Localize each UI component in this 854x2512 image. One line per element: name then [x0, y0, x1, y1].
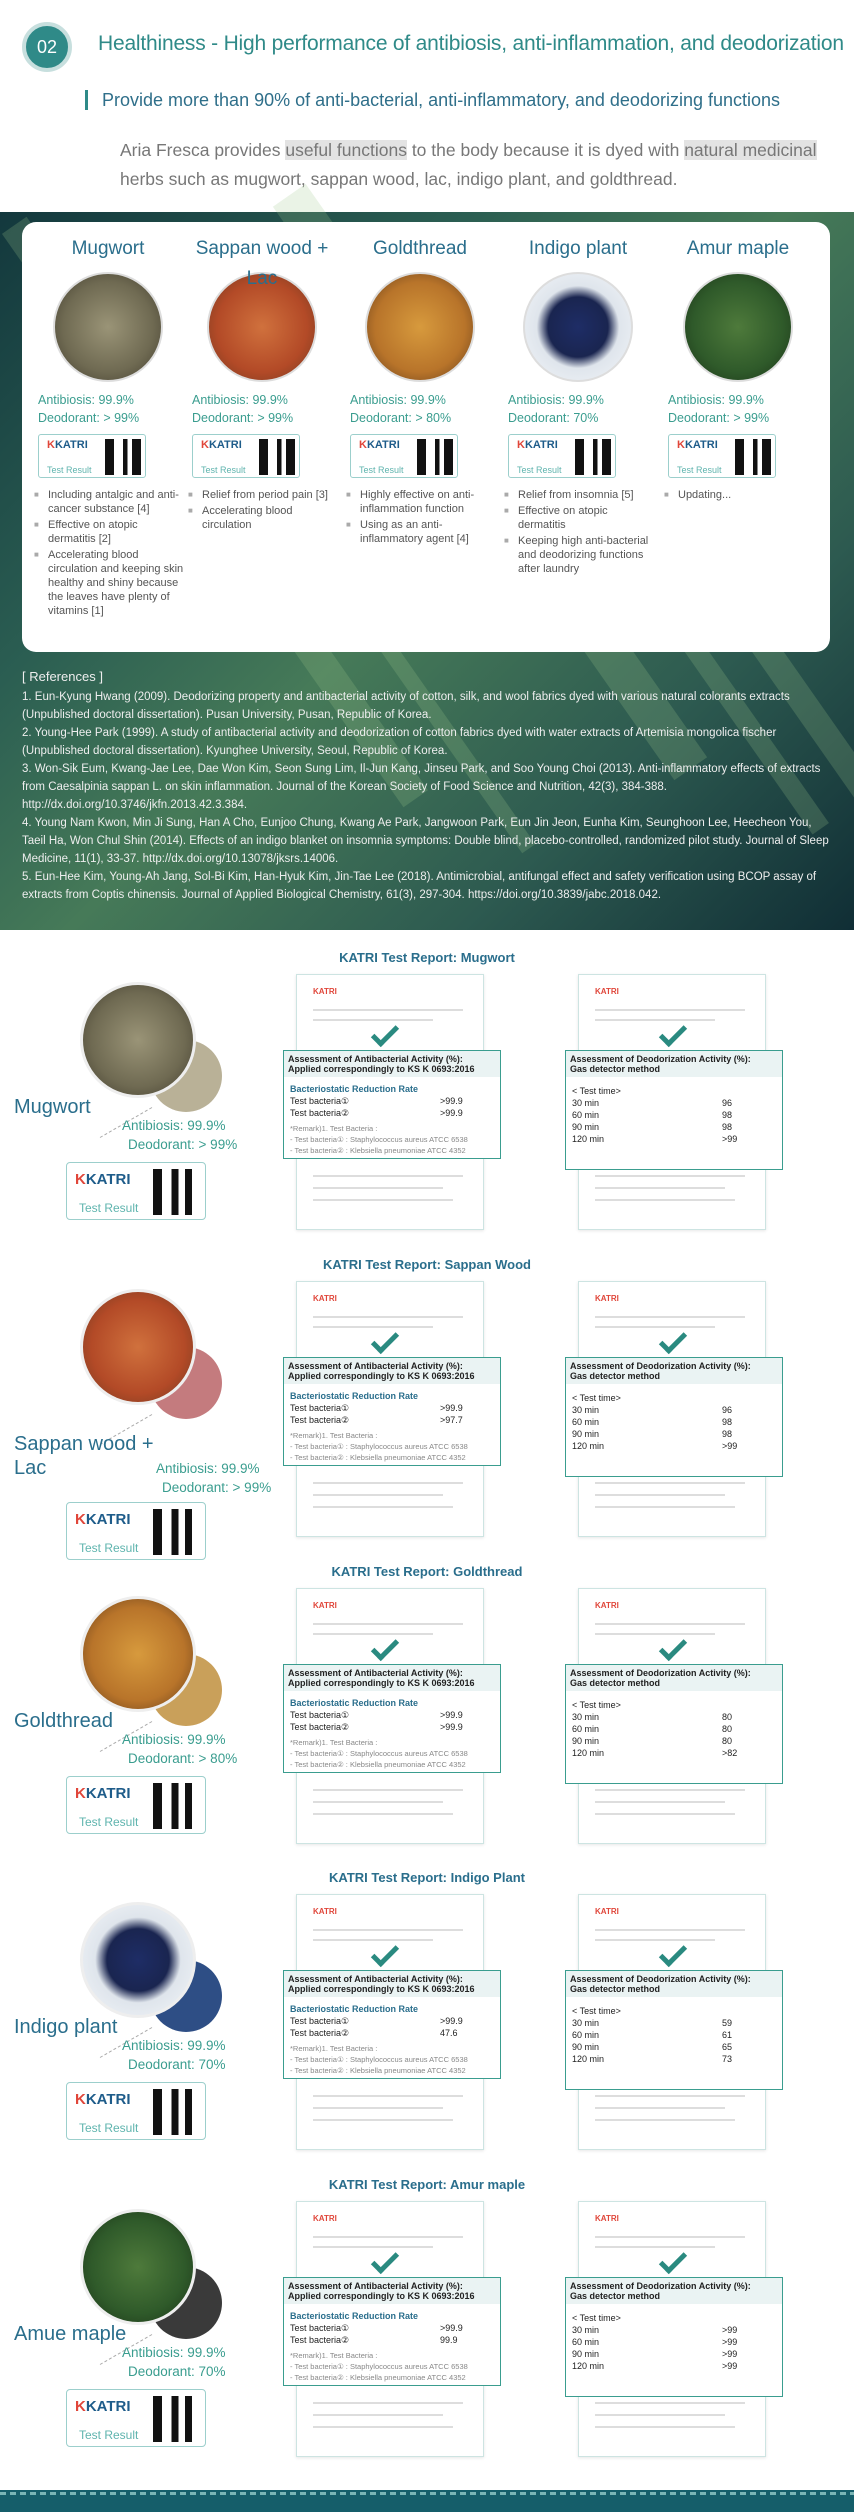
- katri-test-result-button[interactable]: [66, 2389, 206, 2447]
- herb-name: Mugwort: [14, 1096, 91, 1118]
- row-label: 60 min: [572, 2030, 600, 2040]
- reduction-rate-label: Bacteriostatic Reduction Rate: [290, 1391, 419, 1401]
- row-value: >99: [722, 1134, 738, 1144]
- remark-line: - Test bacteria① : Staphylococcus aureus ATCC 6538: [290, 1749, 468, 1758]
- reference-item: 2. Young-Hee Park (1999). A study of antibacterial activity and deodorization of cotton fabrics dyed with water extracts of Artemisia mongolica fischer (Unpublished doctoral dissertation). Kyunghee University, Seoul, Republic of Korea.: [22, 727, 777, 757]
- antibiosis-value: Antibiosis: 99.9%: [192, 393, 288, 407]
- list-item: ■ Relief from insomnia [5]: [504, 488, 658, 502]
- katri-test-result-button[interactable]: [66, 2082, 206, 2140]
- box-subheading: Applied correspondingly to KS K 0693:2016: [288, 1064, 475, 1074]
- herb-name: Mugwort: [71, 238, 145, 259]
- katri-logo: KATRI: [595, 1601, 619, 1610]
- herb-description-list: [34, 488, 188, 618]
- box-heading: Assessment of Antibacterial Activity (%):: [288, 1668, 463, 1678]
- remark: *Remark)1. Test Bacteria :: [290, 2044, 378, 2053]
- katri-logo: KATRI: [313, 1601, 337, 1610]
- table-row: [290, 2015, 494, 2027]
- herb-column-amur-maple: [658, 234, 818, 504]
- deodorant-value: Deodorant: > 99%: [38, 411, 140, 425]
- herb-name: Goldthread: [372, 238, 467, 259]
- row-value: >99: [722, 2325, 738, 2335]
- reference-item: 5. Eun-Hee Kim, Young-Ah Jang, Sol-Bi Kim, Han-Hyuk Kim, Jin-Tae Lee (2018). Antimicrobial, antifungal effect and safety verification using BCOP assay of extracts from Coptis chinensis. Journal of Applied Biological Chemistry, 61(3), 297-304. https://doi.org/10.3839/jabc.2018.042.: [22, 871, 817, 901]
- table-row: [290, 2322, 494, 2334]
- herb-card: [22, 222, 830, 652]
- row-label: 60 min: [572, 1110, 600, 1120]
- list-item: ■ Effective on atopic dermatitis [2]: [34, 518, 188, 546]
- antibiosis-value: Antibiosis: 99.9%: [668, 393, 764, 407]
- row-label: Test bacteria②: [290, 1108, 350, 1118]
- list-item: ■ Using as an anti-inflammatory agent [4]: [346, 518, 500, 546]
- row-label: Test bacteria②: [290, 1415, 350, 1425]
- indigo-plant-image: [523, 272, 633, 382]
- row-label: 120 min: [572, 1134, 605, 1144]
- table-row: [572, 1428, 776, 1440]
- herb-image: [80, 982, 196, 1098]
- herb-stats: [122, 1116, 237, 1154]
- remark-line: - Test bacteria① : Staphylococcus aureus ATCC 6538: [290, 2362, 468, 2371]
- row-value: 98: [722, 1122, 733, 1132]
- deodorization-assessment-box: [565, 1970, 783, 2090]
- row-label: Test bacteria①: [290, 2323, 350, 2333]
- deodorant-value: Deodorant: > 99%: [192, 411, 294, 425]
- table-row: [290, 2334, 494, 2346]
- row-value: 80: [722, 1736, 733, 1746]
- remark: *Remark)1. Test Bacteria :: [290, 1738, 378, 1747]
- test-time-label: < Test time>: [572, 1700, 621, 1710]
- report-title: KATRI Test Report: Indigo Plant: [329, 1870, 525, 1885]
- row-value: >99: [722, 2349, 738, 2359]
- row-value: 99.9: [440, 2335, 458, 2345]
- remark-line: - Test bacteria① : Staphylococcus aureus ATCC 6538: [290, 1135, 468, 1144]
- test-result-label: Test Result: [79, 1541, 139, 1555]
- box-subheading: Applied correspondingly to KS K 0693:2016: [288, 2291, 475, 2301]
- qr-code-icon: [105, 439, 141, 475]
- katri-logo-text: KATRI: [85, 1171, 131, 1188]
- test-result-label: Test Result: [677, 465, 722, 475]
- row-label: 90 min: [572, 2042, 600, 2052]
- herb-name: Sappan wood + Lac: [14, 1433, 154, 1479]
- row-value: >97.7: [440, 1415, 463, 1425]
- katri-logo: KKATRI: [75, 2091, 131, 2108]
- report-title: KATRI Test Report: Mugwort: [339, 950, 515, 965]
- table-row: [572, 1416, 776, 1428]
- row-label: 120 min: [572, 2054, 605, 2064]
- table-row: [572, 2041, 776, 2053]
- qr-code-icon: [417, 439, 453, 475]
- row-label: Test bacteria①: [290, 1403, 350, 1413]
- katri-logo: KATRI: [313, 987, 337, 996]
- qr-code-icon: [259, 439, 295, 475]
- table-row: [290, 1107, 494, 1119]
- deodorization-assessment-box: [565, 1050, 783, 1170]
- katri-logo: KKATRI: [517, 439, 558, 451]
- box-subheading: Applied correspondingly to KS K 0693:2016: [288, 1984, 475, 1994]
- table-row: [572, 2336, 776, 2348]
- footer-bar: [0, 2490, 854, 2512]
- table-row: [572, 2053, 776, 2065]
- row-value: 98: [722, 1429, 733, 1439]
- deodorant-value: Deodorant: > 99%: [128, 1137, 238, 1152]
- herb-description-list: [664, 488, 818, 502]
- box-heading: Assessment of Deodorization Activity (%):: [570, 1668, 751, 1678]
- row-label: 30 min: [572, 2018, 600, 2028]
- test-report-section: [0, 2177, 854, 2482]
- remark-line: - Test bacteria① : Staphylococcus aureus ATCC 6538: [290, 2055, 468, 2064]
- test-time-label: < Test time>: [572, 2006, 621, 2016]
- qr-code-icon: [153, 2089, 199, 2135]
- intro-text: [120, 136, 820, 194]
- row-value: 96: [722, 1405, 733, 1415]
- katri-test-result-button[interactable]: [192, 434, 300, 478]
- reduction-rate-label: Bacteriostatic Reduction Rate: [290, 1698, 419, 1708]
- katri-logo-text: KATRI: [524, 439, 558, 451]
- remark-line: - Test bacteria② : Klebsiella pneumoniae ATCC 4352: [290, 2066, 466, 2075]
- katri-logo-text: KATRI: [684, 439, 718, 451]
- row-label: 120 min: [572, 1441, 605, 1451]
- katri-logo: KKATRI: [75, 1511, 131, 1528]
- list-item: ■ Accelerating blood circulation and keeping skin healthy and shiny because the leaves have plenty of vitamins [1]: [34, 548, 188, 618]
- row-label: 30 min: [572, 1405, 600, 1415]
- table-row: [290, 1709, 494, 1721]
- herb-stats: [156, 1459, 271, 1497]
- references-title: [ References ]: [22, 669, 103, 684]
- antibiosis-value: Antibiosis: 99.9%: [508, 393, 604, 407]
- row-value: >99.9: [440, 1710, 463, 1720]
- herb-description-list: [346, 488, 500, 546]
- box-subheading: Gas detector method: [570, 1064, 661, 1074]
- herb-image: [80, 1596, 196, 1712]
- antibiosis-value: Antibiosis: 99.9%: [38, 393, 134, 407]
- report-title: KATRI Test Report: Amur maple: [328, 2177, 526, 2192]
- row-value: >82: [722, 1748, 738, 1758]
- row-label: 90 min: [572, 2349, 600, 2359]
- deodorant-value: Deodorant: 70%: [508, 411, 599, 425]
- katri-logo: KKATRI: [75, 2398, 131, 2415]
- herb-name: Goldthread: [14, 1710, 113, 1732]
- table-row: [572, 1735, 776, 1747]
- box-heading: Assessment of Antibacterial Activity (%):: [288, 1361, 463, 1371]
- test-result-label: Test Result: [359, 465, 404, 475]
- table-row: [290, 2027, 494, 2039]
- report-title: KATRI Test Report: Sappan Wood: [323, 1257, 531, 1272]
- intro-highlight: natural medicinal: [684, 140, 817, 160]
- box-heading: Assessment of Antibacterial Activity (%):: [288, 1974, 463, 1984]
- list-item: ■ Highly effective on anti-inflammation function: [346, 488, 500, 516]
- intro-part: Aria Fresca provides: [120, 140, 286, 160]
- row-value: >99.9: [440, 1108, 463, 1118]
- test-time-label: < Test time>: [572, 2313, 621, 2323]
- row-value: >99.9: [440, 2323, 463, 2333]
- katri-logo: KATRI: [595, 1907, 619, 1916]
- herb-image: [80, 2209, 196, 2325]
- table-row: [572, 1097, 776, 1109]
- katri-test-result-button[interactable]: [508, 434, 616, 478]
- antibiosis-value: Antibiosis: 99.9%: [350, 393, 446, 407]
- katri-logo-text: KATRI: [85, 2398, 131, 2415]
- row-label: 60 min: [572, 1724, 600, 1734]
- row-value: 98: [722, 1110, 733, 1120]
- herb-name: Indigo plant: [14, 2016, 118, 2038]
- katri-logo: KKATRI: [677, 439, 718, 451]
- test-result-label: Test Result: [79, 2121, 139, 2135]
- reference-item: 4. Young Nam Kwon, Min Ji Sung, Han A Cho, Eunjoo Chung, Kwang Ae Park, Jangwoon Park, Eun Jin Jeon, Eunha Kim, Seunghoon Lee, Heecheon You, Taeil Ha, Won Chul Shin (2014). Effects of an indigo blanket on insomnia symptoms: Double blind, placebo-controlled, randomized pilot study. Journal of Sleep Medicine, 11(1), 33-37. http://dx.doi.org/10.13078/jksrs.14006.: [22, 817, 829, 865]
- deodorant-value: Deodorant: > 80%: [350, 411, 452, 425]
- antibiosis-value: Antibiosis: 99.9%: [122, 2345, 226, 2360]
- reference-item: 3. Won-Sik Eum, Kwang-Jae Lee, Dae Won Kim, Seon Sung Lim, Il-Jun Kang, Jinseu Park, and Soo Young Choi (2013). Anti-inflammatory effects of extracts from Caesalpinia sappan L. on skin inflammation. Journal of the Korean Society of Food Science and Nutrition, 42(3), 384-388. http://dx.doi.org/10.3746/jkfn.2013.42.3.384.: [22, 763, 821, 811]
- antibacterial-assessment-box: [283, 1970, 501, 2079]
- list-item: ■ Updating...: [664, 488, 818, 502]
- katri-test-result-button[interactable]: [66, 1162, 206, 1220]
- table-row: [572, 1747, 776, 1759]
- reduction-rate-label: Bacteriostatic Reduction Rate: [290, 1084, 419, 1094]
- remark: *Remark)1. Test Bacteria :: [290, 1124, 378, 1133]
- box-subheading: Gas detector method: [570, 2291, 661, 2301]
- herb-column-mugwort: [28, 234, 188, 620]
- herb-image: [80, 1902, 196, 2018]
- box-subheading: Gas detector method: [570, 1371, 661, 1381]
- qr-code-icon: [575, 439, 611, 475]
- table-row: [572, 1440, 776, 1452]
- test-result-label: Test Result: [47, 465, 92, 475]
- page-subtitle: Provide more than 90% of anti-bacterial, anti-inflammatory, and deodorizing functions: [85, 90, 780, 110]
- deodorization-assessment-box: [565, 2277, 783, 2397]
- katri-logo: KKATRI: [359, 439, 400, 451]
- reduction-rate-label: Bacteriostatic Reduction Rate: [290, 2311, 419, 2321]
- katri-test-result-button[interactable]: [350, 434, 458, 478]
- list-item: ■ Effective on atopic dermatitis: [504, 504, 658, 532]
- table-row: [290, 1402, 494, 1414]
- katri-logo-text: KATRI: [85, 1785, 131, 1802]
- section-number-badge: 02: [22, 22, 72, 72]
- katri-test-result-button[interactable]: [66, 1776, 206, 1834]
- remark: *Remark)1. Test Bacteria :: [290, 2351, 378, 2360]
- box-heading: Assessment of Deodorization Activity (%):: [570, 1054, 751, 1064]
- table-row: [290, 1414, 494, 1426]
- table-row: [290, 1095, 494, 1107]
- test-result-label: Test Result: [79, 1201, 139, 1215]
- list-item: ■ Accelerating blood circulation: [188, 504, 342, 532]
- test-time-label: < Test time>: [572, 1086, 621, 1096]
- table-row: [572, 1109, 776, 1121]
- deodorization-assessment-box: [565, 1664, 783, 1784]
- row-label: Test bacteria②: [290, 1722, 350, 1732]
- row-label: 90 min: [572, 1736, 600, 1746]
- row-label: 90 min: [572, 1429, 600, 1439]
- katri-logo: KATRI: [313, 2214, 337, 2223]
- intro-part: herbs such as mugwort, sappan wood, lac, indigo plant, and goldthread.: [120, 169, 678, 189]
- katri-logo: KKATRI: [201, 439, 242, 451]
- row-value: >99: [722, 1441, 738, 1451]
- report-title: KATRI Test Report: Goldthread: [331, 1564, 523, 1579]
- row-value: >99.9: [440, 1722, 463, 1732]
- antibacterial-assessment-box: [283, 1664, 501, 1773]
- header: [0, 0, 854, 210]
- katri-logo: KATRI: [595, 2214, 619, 2223]
- remark-line: - Test bacteria① : Staphylococcus aureus ATCC 6538: [290, 1442, 468, 1451]
- qr-code-icon: [153, 2396, 199, 2442]
- antibacterial-assessment-box: [283, 2277, 501, 2386]
- test-result-label: Test Result: [517, 465, 562, 475]
- row-value: 59: [722, 2018, 733, 2028]
- list-item: ■ Relief from period pain [3]: [188, 488, 342, 502]
- katri-logo-text: KATRI: [208, 439, 242, 451]
- deodorant-value: Deodorant: 70%: [128, 2057, 226, 2072]
- reduction-rate-label: Bacteriostatic Reduction Rate: [290, 2004, 419, 2014]
- goldthread-image: [365, 272, 475, 382]
- remark-line: - Test bacteria② : Klebsiella pneumoniae ATCC 4352: [290, 1146, 466, 1155]
- herb-name: Amur maple: [686, 238, 790, 259]
- row-value: >99: [722, 2361, 738, 2371]
- page-title: Healthiness - High performance of antibiosis, anti-inflammation, and deodorization: [98, 32, 844, 55]
- katri-logo-text: KATRI: [85, 2091, 131, 2108]
- table-row: [572, 1121, 776, 1133]
- box-heading: Assessment of Antibacterial Activity (%):: [288, 2281, 463, 2291]
- herb-name: Sappan wood + Lac: [195, 238, 329, 289]
- row-label: 120 min: [572, 1748, 605, 1758]
- mugwort-image: [53, 272, 163, 382]
- antibiosis-value: Antibiosis: 99.9%: [122, 2038, 226, 2053]
- qr-code-icon: [735, 439, 771, 475]
- intro-part: to the body because it is dyed with: [406, 140, 685, 160]
- test-time-label: < Test time>: [572, 1393, 621, 1403]
- row-label: Test bacteria②: [290, 2335, 350, 2345]
- test-result-label: Test Result: [79, 1815, 139, 1829]
- table-row: [572, 2324, 776, 2336]
- row-label: 60 min: [572, 1417, 600, 1427]
- deodorant-value: Deodorant: > 80%: [128, 1751, 238, 1766]
- test-result-label: Test Result: [79, 2428, 139, 2442]
- herb-column-indigo: [498, 234, 658, 578]
- herb-stats: [122, 2343, 226, 2381]
- row-value: >99.9: [440, 2016, 463, 2026]
- herb-description-list: [504, 488, 658, 576]
- table-row: [572, 1711, 776, 1723]
- row-label: 60 min: [572, 2337, 600, 2347]
- row-value: 80: [722, 1724, 733, 1734]
- box-subheading: Gas detector method: [570, 1984, 661, 1994]
- antibiosis-value: Antibiosis: 99.9%: [156, 1461, 260, 1476]
- row-value: 96: [722, 1098, 733, 1108]
- row-value: 61: [722, 2030, 733, 2040]
- box-heading: Assessment of Antibacterial Activity (%):: [288, 1054, 463, 1064]
- intro-highlight: useful functions: [285, 140, 407, 160]
- herb-description-list: [188, 488, 342, 532]
- box-heading: Assessment of Deodorization Activity (%):: [570, 1361, 751, 1371]
- row-label: 120 min: [572, 2361, 605, 2371]
- row-label: 30 min: [572, 2325, 600, 2335]
- katri-test-result-button[interactable]: [668, 434, 776, 478]
- qr-code-icon: [153, 1783, 199, 1829]
- row-label: Test bacteria①: [290, 1710, 350, 1720]
- katri-logo: KATRI: [595, 987, 619, 996]
- row-label: Test bacteria①: [290, 2016, 350, 2026]
- deodorization-assessment-box: [565, 1357, 783, 1477]
- box-subheading: Gas detector method: [570, 1678, 661, 1688]
- deodorant-value: Deodorant: 70%: [128, 2364, 226, 2379]
- row-value: 73: [722, 2054, 733, 2064]
- reference-item: 1. Eun-Kyung Hwang (2009). Deodorizing property and antibacterial activity of cotton, silk, and wool fabrics dyed with various natural colorants extracts (Unpublished doctoral dissertation). Pusan University, Pusan, Republic of Korea.: [22, 691, 790, 721]
- row-label: 30 min: [572, 1098, 600, 1108]
- row-value: 65: [722, 2042, 733, 2052]
- list-item: ■ Keeping high anti-bacterial and deodorizing functions after laundry: [504, 534, 658, 576]
- table-row: [572, 2360, 776, 2372]
- table-row: [572, 2029, 776, 2041]
- row-value: 47.6: [440, 2028, 458, 2038]
- remark-line: - Test bacteria② : Klebsiella pneumoniae ATCC 4352: [290, 1453, 466, 1462]
- katri-test-result-button[interactable]: [66, 1502, 206, 1560]
- box-heading: Assessment of Deodorization Activity (%):: [570, 2281, 751, 2291]
- herb-stats: [122, 1730, 237, 1768]
- herb-column-goldthread: [340, 234, 500, 548]
- katri-logo: KATRI: [313, 1907, 337, 1916]
- list-item: ■ Including antalgic and anti-cancer substance [4]: [34, 488, 188, 516]
- katri-test-result-button[interactable]: [38, 434, 146, 478]
- katri-logo: KKATRI: [75, 1785, 131, 1802]
- table-row: [572, 1723, 776, 1735]
- katri-logo-text: KATRI: [366, 439, 400, 451]
- herb-name: Indigo plant: [528, 238, 628, 259]
- qr-code-icon: [153, 1169, 199, 1215]
- row-value: 98: [722, 1417, 733, 1427]
- test-report-section: [0, 1257, 854, 1562]
- deodorant-value: Deodorant: > 99%: [668, 411, 770, 425]
- herb-stats: [122, 2036, 226, 2074]
- test-report-section: [0, 1870, 854, 2175]
- row-label: Test bacteria①: [290, 1096, 350, 1106]
- row-label: 90 min: [572, 1122, 600, 1132]
- antibacterial-assessment-box: [283, 1050, 501, 1159]
- katri-logo-text: KATRI: [54, 439, 88, 451]
- katri-logo: KATRI: [313, 1294, 337, 1303]
- antibacterial-assessment-box: [283, 1357, 501, 1466]
- table-row: [572, 2017, 776, 2029]
- box-heading: Assessment of Deodorization Activity (%):: [570, 1974, 751, 1984]
- herb-name: Amue maple: [14, 2323, 127, 2345]
- katri-logo-text: KATRI: [85, 1511, 131, 1528]
- box-subheading: Applied correspondingly to KS K 0693:2016: [288, 1678, 475, 1688]
- table-row: [572, 2348, 776, 2360]
- references: [22, 668, 832, 904]
- row-value: 80: [722, 1712, 733, 1722]
- test-report-section: [0, 950, 854, 1255]
- antibiosis-value: Antibiosis: 99.9%: [122, 1732, 226, 1747]
- antibiosis-value: Antibiosis: 99.9%: [122, 1118, 226, 1133]
- katri-logo: KKATRI: [47, 439, 88, 451]
- remark-line: - Test bacteria② : Klebsiella pneumoniae ATCC 4352: [290, 1760, 466, 1769]
- deodorant-value: Deodorant: > 99%: [162, 1480, 272, 1495]
- test-report-section: [0, 1564, 854, 1869]
- katri-logo: KATRI: [595, 1294, 619, 1303]
- table-row: [290, 1721, 494, 1733]
- row-value: >99.9: [440, 1403, 463, 1413]
- table-row: [572, 1404, 776, 1416]
- box-subheading: Applied correspondingly to KS K 0693:2016: [288, 1371, 475, 1381]
- row-value: >99.9: [440, 1096, 463, 1106]
- row-label: Test bacteria②: [290, 2028, 350, 2038]
- katri-logo: KKATRI: [75, 1171, 131, 1188]
- remark-line: - Test bacteria② : Klebsiella pneumoniae ATCC 4352: [290, 2373, 466, 2382]
- test-result-label: Test Result: [201, 465, 246, 475]
- table-row: [572, 1133, 776, 1145]
- herb-column-sappan: [182, 234, 342, 534]
- row-label: 30 min: [572, 1712, 600, 1722]
- remark: *Remark)1. Test Bacteria :: [290, 1431, 378, 1440]
- amur-maple-image: [683, 272, 793, 382]
- herb-image: [80, 1289, 196, 1405]
- qr-code-icon: [153, 1509, 199, 1555]
- row-value: >99: [722, 2337, 738, 2347]
